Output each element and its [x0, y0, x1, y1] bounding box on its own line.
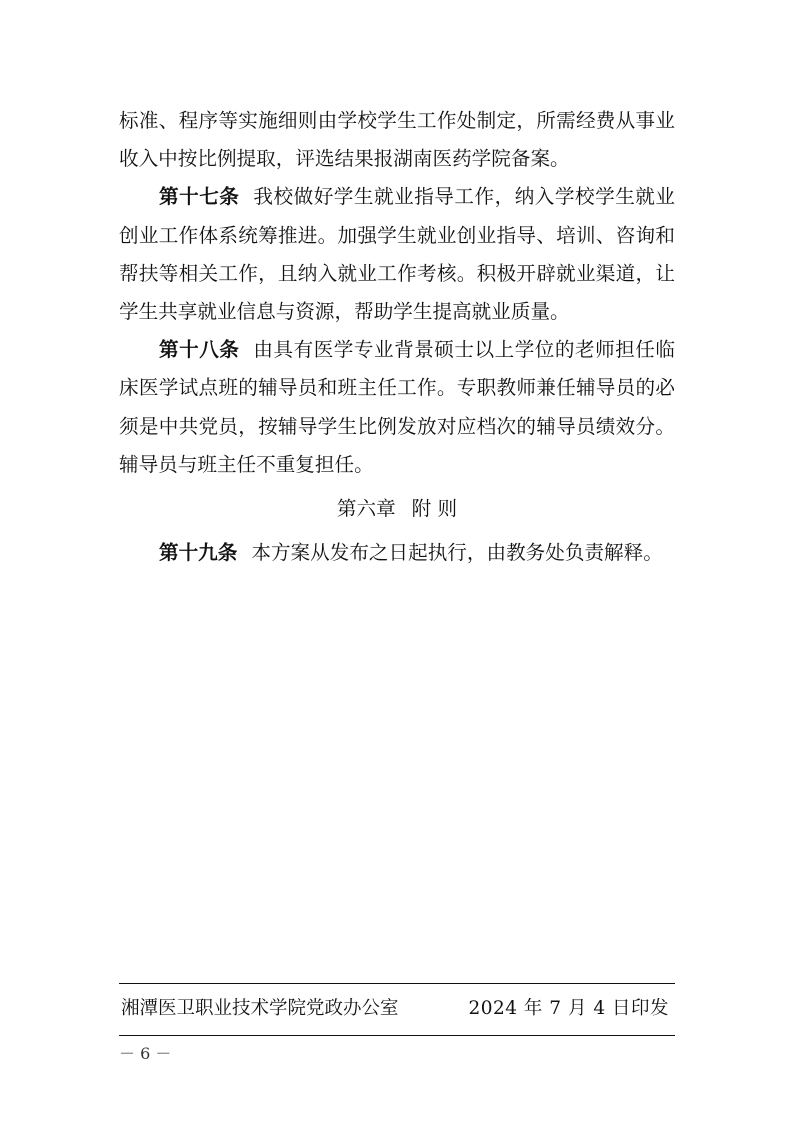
issuer-name: 湘潭医卫职业技术学院党政办公室	[121, 998, 399, 1019]
article-17-text: 我校做好学生就业指导工作，纳入学校学生就业创业工作体系统筹推进。加强学生就业创业指导、培训、咨询和帮扶等相关工作，且纳入就业工作考核。积极开辟就业渠道，让学生共享就业信息与资源，帮助学生提高就业质量。	[119, 185, 676, 324]
article-19	[119, 534, 675, 572]
body-text	[119, 102, 675, 572]
chapter-number: 第六章	[336, 497, 396, 521]
chapter-title: 附 则	[411, 497, 458, 521]
footer-top-rule	[119, 983, 675, 984]
paragraph-continuation: 标准、程序等实施细则由学校学生工作处制定，所需经费从事业收入中按比例提取，评选结果报湖南医药学院备案。	[119, 109, 675, 171]
article-19-label: 第十九条	[159, 541, 238, 565]
article-17	[119, 178, 675, 331]
issue-date: 2024 年 7 月 4 日印发	[468, 998, 669, 1019]
article-18	[119, 331, 675, 484]
article-17-label: 第十七条	[159, 185, 240, 209]
article-18-text: 由具有医学专业背景硕士以上学位的老师担任临床医学试点班的辅导员和班主任工作。专职教师兼任辅导员的必须是中共党员，按辅导学生比例发放对应档次的辅导员绩效分。辅导员与班主任不重复担任。	[119, 338, 676, 476]
chapter-heading	[119, 490, 675, 528]
article-18-label: 第十八条	[159, 338, 240, 362]
article-19-text: 本方案从发布之日起执行，由教务处负责解释。	[251, 541, 663, 565]
issuance-line	[119, 991, 675, 1027]
footer-bottom-rule	[119, 1035, 675, 1036]
page-number: － 6 －	[119, 1044, 172, 1063]
